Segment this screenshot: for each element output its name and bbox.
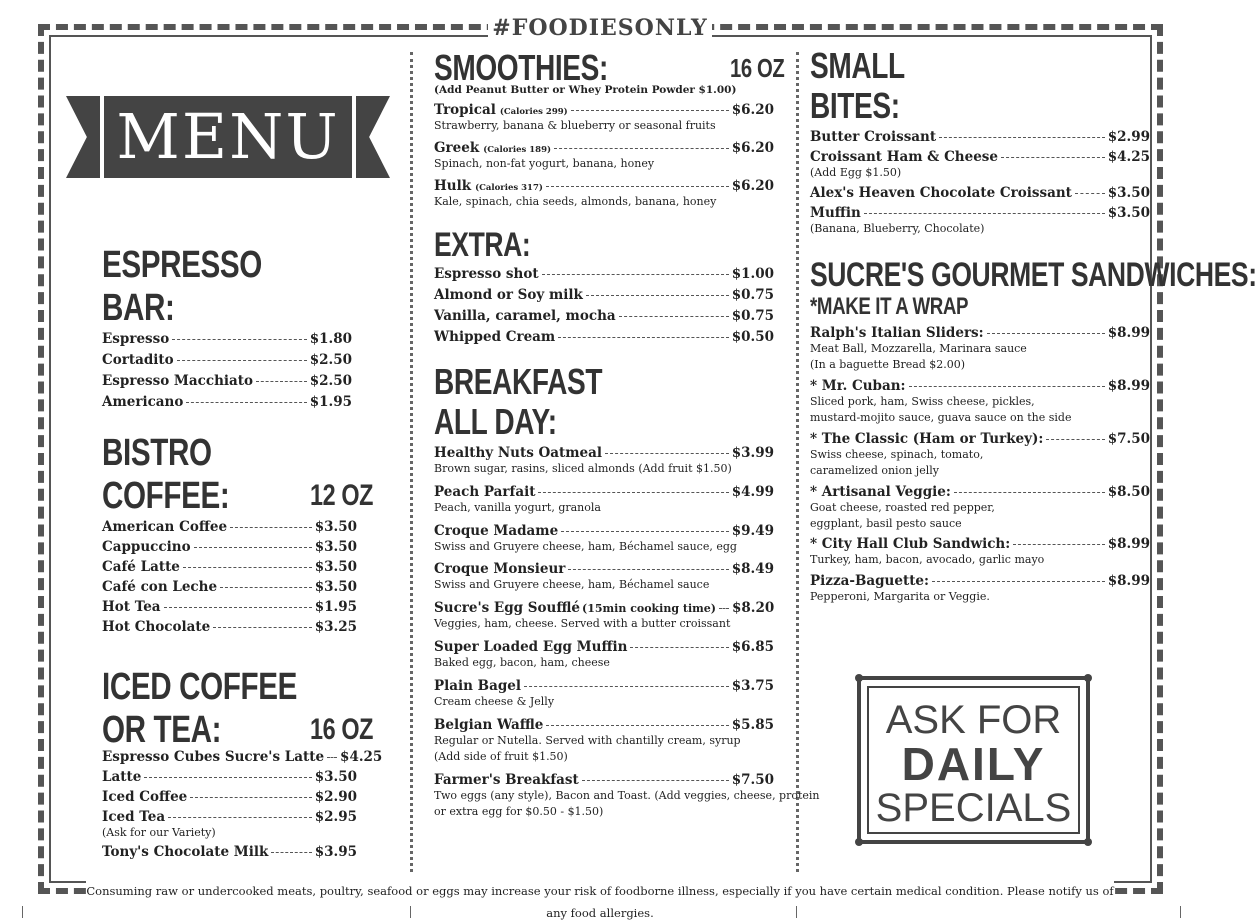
item-description: (Add Egg $1.50) <box>810 165 902 179</box>
item-row <box>810 185 1150 201</box>
item-row <box>102 559 357 575</box>
leader-dots <box>546 186 729 187</box>
menu-item <box>102 769 357 785</box>
leader-dots <box>327 757 337 758</box>
menu-item <box>434 772 820 820</box>
item-price: $4.99 <box>731 483 774 500</box>
smoothies-section <box>434 47 785 216</box>
item-name: Muffin <box>810 204 861 221</box>
leader-dots <box>619 316 729 317</box>
hashtag-title: #FOODIESONLY <box>488 15 712 41</box>
espresso-title-line2: BAR: <box>102 286 175 329</box>
item-row <box>810 431 1150 447</box>
menu-item <box>102 579 357 595</box>
menu-item <box>810 149 1150 181</box>
item-name: Super Loaded Egg Muffin <box>434 639 628 656</box>
menu-item <box>102 539 357 555</box>
item-description: Regular or Nutella. Served with chantilly cream, syrup <box>434 734 741 748</box>
item-name: Tony's Chocolate Milk <box>102 844 269 861</box>
item-name: Espresso <box>102 331 170 348</box>
item-description: Meat Ball, Mozzarella, Marinara sauce <box>810 341 1027 355</box>
item-row <box>102 539 357 555</box>
item-name: Sucre's Egg Soufflé <box>434 600 581 617</box>
iced-size: 16 OZ <box>310 712 374 746</box>
extra-title: EXTRA: <box>434 226 531 264</box>
crop-mark <box>1180 906 1181 918</box>
item-name: Farmer's Breakfast <box>434 772 579 789</box>
sandwiches-subtitle: *MAKE IT A WRAP <box>810 293 969 321</box>
item-description-line2: caramelized onion jelly <box>810 463 939 477</box>
item-description: Swiss cheese, spinach, tomato, <box>810 447 984 461</box>
item-price: $3.50 <box>314 518 357 535</box>
item-row <box>102 373 352 389</box>
item-price: $3.25 <box>314 618 357 635</box>
item-price: $3.50 <box>314 538 357 555</box>
item-row <box>102 809 357 825</box>
item-row <box>810 129 1150 145</box>
menu-item <box>810 185 1150 201</box>
item-row <box>434 639 774 655</box>
item-name: Peach Parfait <box>434 483 536 500</box>
menu-item <box>102 789 357 805</box>
corner-dot <box>1084 838 1092 846</box>
crop-mark <box>410 906 411 918</box>
bites-title-line2: BITES: <box>810 85 900 127</box>
leader-dots <box>546 725 728 726</box>
item-name: Belgian Waffle <box>434 717 544 734</box>
breakfast-items <box>434 444 820 820</box>
iced-title-line2: OR TEA: <box>102 708 222 751</box>
item-row <box>102 331 352 347</box>
menu-item <box>434 600 774 632</box>
menu-item <box>434 639 774 671</box>
leader-dots <box>220 587 312 588</box>
breakfast-title-line1: BREAKFAST <box>434 361 603 402</box>
item-price: $3.95 <box>314 844 357 861</box>
item-description: Turkey, ham, bacon, avocado, garlic mayo <box>810 553 1045 567</box>
item-price: $4.25 <box>1107 148 1150 165</box>
item-row <box>434 329 774 345</box>
smoothies-note: (Add Peanut Butter or Whey Protein Powder $1.00) <box>434 84 737 96</box>
leader-dots <box>213 627 312 628</box>
bistro-title-line2: COFFEE: <box>102 474 230 517</box>
menu-item <box>434 287 774 303</box>
item-name: * City Hall Club Sandwich: <box>810 536 1011 553</box>
item-name: Butter Croissant <box>810 128 937 145</box>
leader-dots <box>571 110 729 111</box>
item-price: $8.20 <box>731 600 775 617</box>
item-description: Pepperoni, Margarita or Veggie. <box>810 590 990 604</box>
item-price: $3.50 <box>314 558 357 575</box>
item-row <box>810 378 1150 394</box>
item-price: $1.00 <box>731 266 774 283</box>
item-row <box>810 536 1150 552</box>
leader-dots <box>864 213 1105 214</box>
espresso-title-line1: ESPRESSO <box>102 244 262 286</box>
leader-dots <box>605 453 729 454</box>
leader-dots <box>932 581 1105 582</box>
item-name: Latte <box>102 768 142 785</box>
item-row <box>102 579 357 595</box>
menu-item <box>434 102 774 134</box>
espresso-items <box>102 331 352 410</box>
item-row <box>102 769 357 785</box>
item-name: Croissant Ham & Cheese <box>810 148 998 165</box>
bistro-size: 12 OZ <box>310 478 374 512</box>
item-price: $8.99 <box>1107 377 1150 394</box>
leader-dots <box>144 777 311 778</box>
item-cooking-time: (15min cooking time) <box>582 602 716 616</box>
item-name: Café Latte <box>102 558 180 575</box>
menu-item <box>810 129 1150 145</box>
item-description-line2: (In a baguette Bread $2.00) <box>810 357 966 371</box>
breakfast-section <box>434 361 820 827</box>
item-row <box>434 484 774 500</box>
item-description: Two eggs (any style), Bacon and Toast. (Add veggies, cheese, protein <box>434 789 820 803</box>
item-description: Sliced pork, ham, Swiss cheese, pickles, <box>810 394 1035 408</box>
leader-dots <box>542 274 729 275</box>
item-price: $6.20 <box>731 102 774 118</box>
item-name: Café con Leche <box>102 578 218 595</box>
item-row <box>434 772 774 788</box>
leader-dots <box>586 295 729 296</box>
leader-dots <box>582 780 729 781</box>
item-name: Hot Tea <box>102 598 161 615</box>
menu-item <box>434 308 774 324</box>
menu-item <box>810 325 1150 373</box>
leader-dots <box>271 852 311 853</box>
item-name: Hulk <box>434 177 472 194</box>
item-row <box>102 789 357 805</box>
leader-dots <box>230 527 312 528</box>
item-name: * The Classic (Ham or Turkey): <box>810 430 1044 447</box>
item-name: Whipped Cream <box>434 329 556 346</box>
leader-dots <box>538 492 728 493</box>
item-name: * Artisanal Veggie: <box>810 483 951 500</box>
item-price: $3.99 <box>731 444 774 461</box>
menu-item <box>434 678 774 710</box>
leader-dots <box>1046 439 1104 440</box>
menu-banner <box>66 96 390 178</box>
item-price: $0.75 <box>731 287 774 304</box>
iced-coffee-section <box>102 666 383 864</box>
item-name: Hot Chocolate <box>102 618 211 635</box>
item-description: Kale, spinach, chia seeds, almonds, banana, honey <box>434 194 717 208</box>
menu-item <box>102 331 352 347</box>
menu-title: MENU <box>100 96 356 178</box>
item-description: (Ask for our Variety) <box>102 825 216 839</box>
menu-item <box>810 484 1150 532</box>
item-price: $0.50 <box>731 329 774 346</box>
iced-title-line1: ICED COFFEE <box>102 666 297 708</box>
item-price: $7.50 <box>1107 430 1150 447</box>
item-name: Healthy Nuts Oatmeal <box>434 444 602 461</box>
menu-item <box>434 717 774 765</box>
item-row <box>102 599 357 615</box>
leader-dots <box>1013 544 1104 545</box>
leader-dots <box>954 492 1105 493</box>
daily-line3: SPECIALS <box>875 786 1072 830</box>
item-description-line2: (Add side of fruit $1.50) <box>434 750 568 764</box>
leader-dots <box>183 567 312 568</box>
leader-dots <box>1001 157 1105 158</box>
item-row <box>102 748 383 765</box>
menu-item <box>810 573 1150 605</box>
item-row <box>434 678 774 694</box>
bites-title-line1: SMALL <box>810 45 905 86</box>
menu-item <box>434 266 774 282</box>
item-description: Veggies, ham, cheese. Served with a butter croissant <box>434 617 731 631</box>
corner-dot <box>855 674 863 682</box>
column-divider-left <box>410 52 413 872</box>
item-name: American Coffee <box>102 518 228 535</box>
item-name: Iced Tea <box>102 808 166 825</box>
item-row <box>434 287 774 303</box>
item-description-line2: mustard-mojito sauce, guava sauce on the side <box>810 410 1072 424</box>
daily-line1: ASK FOR <box>885 698 1062 742</box>
item-row <box>102 844 357 860</box>
item-row <box>434 445 774 461</box>
item-name: Espresso Cubes Sucre's Latte <box>102 748 325 765</box>
leader-dots <box>1075 193 1105 194</box>
item-price: $2.90 <box>314 788 357 805</box>
item-row <box>102 519 357 535</box>
item-row <box>102 619 357 635</box>
item-row <box>434 266 774 282</box>
item-row <box>434 717 774 733</box>
daily-line2: DAILY <box>901 738 1046 790</box>
leader-dots <box>256 381 307 382</box>
item-name: Croque Monsieur <box>434 561 566 578</box>
leader-dots <box>164 607 312 608</box>
small-bites-section <box>810 46 1150 241</box>
item-name: Vanilla, caramel, mocha <box>434 308 616 325</box>
leader-dots <box>630 647 728 648</box>
item-description: Goat cheese, roasted red pepper, <box>810 500 995 514</box>
item-price: $8.99 <box>1107 573 1150 590</box>
item-price: $1.95 <box>309 394 352 411</box>
daily-specials-box <box>857 676 1090 844</box>
smoothies-size: 16 OZ <box>730 53 785 83</box>
sandwiches-items <box>810 325 1150 605</box>
item-price: $7.50 <box>731 772 774 789</box>
item-price: $3.50 <box>1107 184 1150 201</box>
menu-item <box>102 373 352 389</box>
item-calories: (Calories 317) <box>475 182 543 193</box>
item-description: Cream cheese & Jelly <box>434 695 555 709</box>
menu-item <box>102 394 352 410</box>
item-price: $5.85 <box>731 717 774 734</box>
item-price: $8.49 <box>731 561 774 578</box>
item-name: Almond or Soy milk <box>434 287 583 304</box>
crop-mark <box>796 906 797 918</box>
item-name: Plain Bagel <box>434 678 521 695</box>
leader-dots <box>172 339 306 340</box>
item-row <box>434 561 774 577</box>
item-row <box>434 102 774 118</box>
item-name: Croque Madame <box>434 522 559 539</box>
menu-item <box>102 352 352 368</box>
menu-item <box>102 619 357 635</box>
leader-dots <box>939 137 1105 138</box>
item-price: $8.99 <box>1107 536 1150 553</box>
item-row <box>434 308 774 324</box>
item-price: $3.50 <box>314 768 357 785</box>
leader-dots <box>561 531 729 532</box>
leader-dots <box>194 547 312 548</box>
item-description-line2: or extra egg for $0.50 - $1.50) <box>434 805 604 818</box>
item-calories: (Calories 189) <box>483 144 552 155</box>
allergy-footer: Consuming raw or undercooked meats, poultry, seafood or eggs may increase your risk of foodborne illness, especially if you have certain medical condition. Please notify us of any food allergies. <box>86 880 1114 902</box>
item-price: $8.50 <box>1107 483 1150 500</box>
iced-items <box>102 748 383 861</box>
item-description: (Banana, Blueberry, Chocolate) <box>810 221 985 235</box>
item-name: Ralph's Italian Sliders: <box>810 324 984 341</box>
menu-item <box>102 519 357 535</box>
crop-mark <box>22 906 23 918</box>
extra-section <box>434 226 774 350</box>
item-row <box>434 600 774 616</box>
item-price: $1.95 <box>314 598 357 615</box>
item-row <box>434 523 774 539</box>
item-price: $6.20 <box>731 177 774 194</box>
menu-item <box>434 178 774 210</box>
item-description: Swiss and Gruyere cheese, ham, Béchamel sauce, egg <box>434 539 737 553</box>
item-row <box>810 149 1150 165</box>
leader-dots <box>987 333 1105 334</box>
bistro-title-line1: BISTRO <box>102 432 212 474</box>
leader-dots <box>568 569 728 570</box>
menu-item <box>810 378 1150 426</box>
column-divider-right <box>796 52 799 872</box>
bistro-coffee-section <box>102 432 374 639</box>
menu-item <box>434 140 774 172</box>
item-price: $8.99 <box>1107 324 1150 341</box>
leader-dots <box>719 608 729 609</box>
leader-dots <box>554 148 729 149</box>
item-name: Cortadito <box>102 352 174 369</box>
menu-item <box>102 809 357 841</box>
leader-dots <box>190 797 311 798</box>
item-name: Espresso Macchiato <box>102 373 253 390</box>
item-price: $2.95 <box>314 808 357 825</box>
menu-item <box>810 431 1150 479</box>
menu-item <box>810 205 1150 237</box>
item-row <box>434 178 774 194</box>
item-description: Spinach, non-fat yogurt, banana, honey <box>434 156 655 170</box>
menu-item <box>102 844 357 860</box>
item-price: $2.50 <box>309 352 352 369</box>
item-row <box>102 352 352 368</box>
item-row <box>810 484 1150 500</box>
smoothies-items <box>434 102 774 210</box>
item-name: Greek <box>434 139 480 156</box>
leader-dots <box>524 686 729 687</box>
item-price: $4.25 <box>340 748 383 765</box>
item-price: $3.50 <box>1107 204 1150 221</box>
extra-items <box>434 266 774 345</box>
item-name: * Mr. Cuban: <box>810 377 906 394</box>
menu-item <box>102 599 357 615</box>
item-name: Alex's Heaven Chocolate Croissant <box>810 184 1072 201</box>
menu-item <box>434 561 774 593</box>
menu-item <box>810 536 1150 568</box>
item-price: $1.80 <box>309 331 352 348</box>
leader-dots <box>186 402 306 403</box>
menu-item <box>434 484 774 516</box>
item-price: $0.75 <box>731 308 774 325</box>
item-name: Pizza-Baguette: <box>810 573 930 590</box>
item-name: Cappuccino <box>102 538 191 555</box>
item-description: Swiss and Gruyere cheese, ham, Béchamel sauce <box>434 578 710 592</box>
item-description: Strawberry, banana & blueberry or seasonal fruits <box>434 119 716 132</box>
item-name: Tropical <box>434 102 496 118</box>
breakfast-title-line2: ALL DAY: <box>434 401 557 443</box>
item-row <box>810 573 1150 589</box>
item-name: Americano <box>102 394 184 411</box>
item-description: Peach, vanilla yogurt, granola <box>434 500 601 514</box>
item-description: Baked egg, bacon, ham, cheese <box>434 656 610 670</box>
menu-item <box>434 445 774 477</box>
bistro-items <box>102 519 357 635</box>
item-row <box>810 325 1150 341</box>
menu-item <box>102 748 383 765</box>
corner-dot <box>1084 674 1092 682</box>
item-price: $2.99 <box>1107 128 1150 145</box>
item-price: $3.50 <box>314 578 357 595</box>
sandwiches-title: SUCRE'S GOURMET SANDWICHES: <box>810 256 1257 294</box>
corner-dot <box>855 838 863 846</box>
item-name: Iced Coffee <box>102 788 188 805</box>
leader-dots <box>558 337 729 338</box>
leader-dots <box>909 386 1105 387</box>
item-calories: (Calories 299) <box>499 107 568 117</box>
menu-item <box>102 559 357 575</box>
espresso-bar-section <box>102 244 352 415</box>
item-row <box>102 394 352 410</box>
bites-items <box>810 129 1150 237</box>
menu-item <box>434 523 774 555</box>
item-row <box>810 205 1150 221</box>
item-price: $2.50 <box>309 373 352 390</box>
leader-dots <box>177 360 307 361</box>
smoothies-title: SMOOTHIES: <box>434 47 608 88</box>
item-name: Espresso shot <box>434 266 539 283</box>
item-description-line2: eggplant, basil pesto sauce <box>810 516 962 530</box>
item-price: $9.49 <box>731 522 774 539</box>
menu-item <box>434 329 774 345</box>
item-description: Brown sugar, rasins, sliced almonds (Add fruit $1.50) <box>434 461 732 475</box>
item-price: $6.85 <box>731 639 774 656</box>
item-row <box>434 140 774 156</box>
leader-dots <box>168 817 312 818</box>
sandwiches-section <box>810 256 1257 610</box>
item-price: $6.20 <box>731 139 774 156</box>
item-price: $3.75 <box>731 678 774 695</box>
